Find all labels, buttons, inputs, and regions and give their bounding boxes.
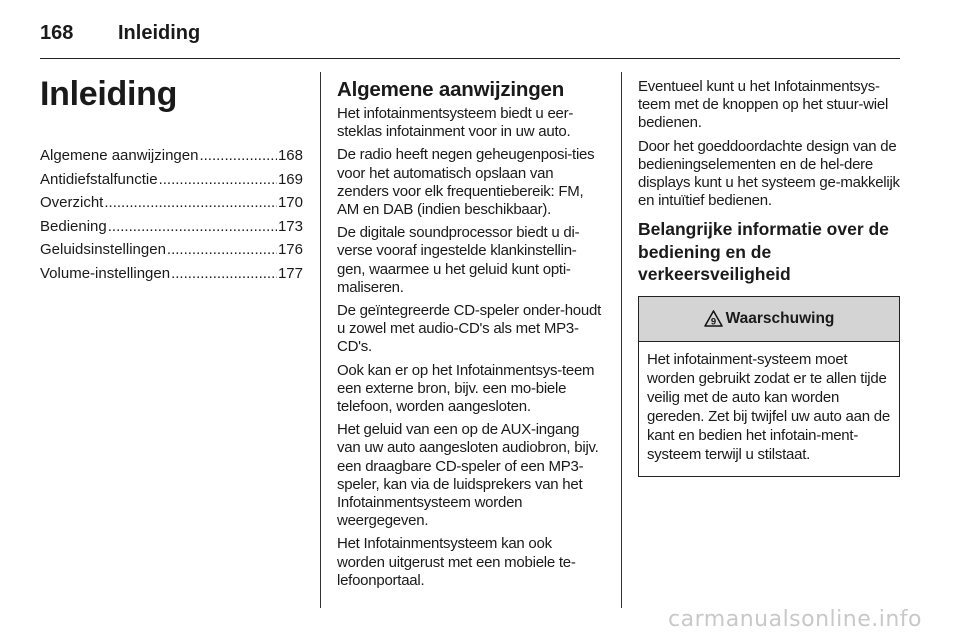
paragraph: Ook kan er op het Infotainmentsys-teem een externe bron, bijv. een mo-biele telefoon, worden aangesloten. <box>337 361 595 416</box>
warning-symbol: 9 <box>710 316 716 328</box>
toc-item[interactable]: Algemene aanwijzingen ..... 168 <box>40 144 303 168</box>
paragraph: De radio heeft negen geheugenposi-ties voor het automatisch opslaan van zenders voor elk frequentiebereik: FM, AM en DAB (indien beschikbaar). <box>337 146 595 219</box>
toc-item[interactable]: Bediening ..... 173 <box>40 215 303 239</box>
warning-text: Het infotainment-systeem moet worden gebruikt zodat er te allen tijde veilig met de auto kan worden gereden. Zet bij twijfel uw auto aan de kant en bedien het infotain-ment-systeem terwijl u stilstaat. <box>647 350 890 463</box>
watermark: carmanualsonline.info <box>668 607 922 632</box>
paragraph: Het Infotainmentsysteem kan ook worden uitgerust met een mobiele te-lefoonportaal. <box>337 535 576 589</box>
warning-header <box>639 297 899 342</box>
warning-body <box>639 342 899 476</box>
warning-title: Waarschuwing <box>725 309 835 327</box>
toc-item[interactable]: Antidiefstalfunctie ..... 169 <box>40 168 303 192</box>
section-heading: Algemene aanwijzingen <box>337 78 565 101</box>
section-heading: Belangrijke informatie over de bediening en de verkeersveiligheid <box>638 219 889 285</box>
toc-column <box>40 72 303 286</box>
column-divider <box>621 72 622 608</box>
paragraph: De digitale soundprocessor biedt u di-verse vooraf ingestelde klankinstellin-gen, waarmee u het geluid kunt opti-maliseren. <box>337 224 580 296</box>
section-general <box>337 78 603 595</box>
chapter-title: Inleiding <box>40 75 178 113</box>
column-divider <box>320 72 321 608</box>
page-number: 168 <box>40 22 74 44</box>
toc-item[interactable]: Geluidsinstellingen ..... 176 <box>40 238 303 262</box>
paragraph: Het geluid van een op de AUX-ingang van uw auto aangesloten audiobron, bijv. een draagbare CD-speler of een MP3-speler, kan via de luidsprekers van het Infotainmentsysteem worden weergegeven. <box>337 421 599 530</box>
paragraph: Door het goeddoordachte design van de bedieningselementen en de hel-dere displays kunt u het systeem ge-makkelijk en intuïtief bedienen. <box>638 137 900 210</box>
paragraph: De geïntegreerde CD-speler onder-houdt u zowel met audio-CD's als met MP3-CD's. <box>337 302 601 356</box>
toc-item[interactable]: Volume-instellingen ..... 177 <box>40 262 303 286</box>
paragraph: Eventueel kunt u het Infotainmentsys-teem met de knoppen op het stuur-wiel bedienen. <box>638 78 889 132</box>
toc-item[interactable]: Overzicht ..... 170 <box>40 191 303 215</box>
warning-triangle-icon <box>704 310 723 327</box>
page-header <box>40 18 900 48</box>
section-safety <box>638 78 900 477</box>
header-rule <box>40 58 900 59</box>
header-title: Inleiding <box>118 22 201 44</box>
paragraph: Het infotainmentsysteem biedt u eer-steklas infotainment voor in uw auto. <box>337 105 574 141</box>
table-of-contents <box>40 144 303 286</box>
warning-box <box>638 296 900 477</box>
